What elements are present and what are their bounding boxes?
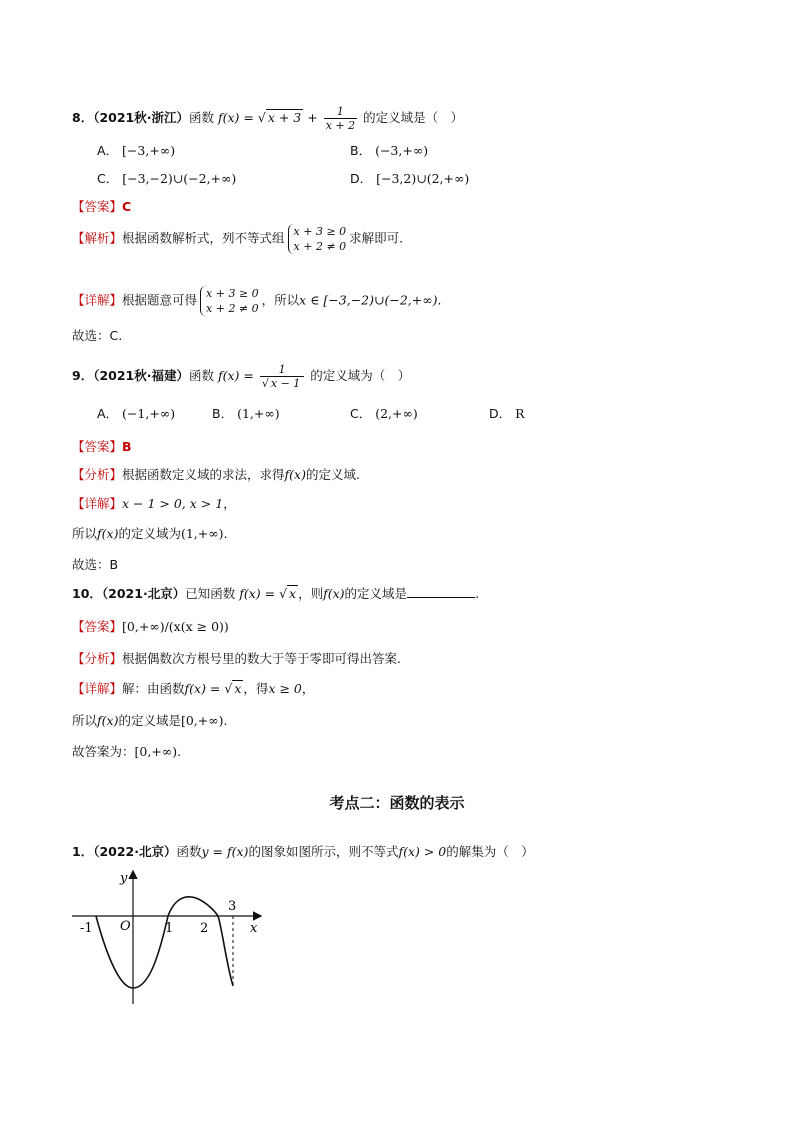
question-number: 1． (72, 844, 94, 859)
final-answer: 故选：C. (72, 328, 123, 343)
origin-label: O (120, 919, 131, 934)
question-number: 9． (72, 368, 94, 383)
analysis-line: 【分析】根据函数定义域的求法，求得f(x)的定义域. (72, 467, 360, 482)
answer-line: 【答案】C (72, 199, 132, 214)
option-c: C． (2,+∞) (350, 406, 418, 421)
question-source: （2021秋·福建） (93, 368, 189, 383)
detail-line: 【详解】解：由函数f(x) = √ x ，得x ≥ 0， (72, 681, 315, 696)
q1-stem: 1．（2022·北京）函数y = f(x)的图象如图所示，则不等式f(x) > 0的解集为（ ） (72, 844, 534, 859)
question-source: （2021·北京） (101, 586, 186, 601)
question-source: （2021秋·浙江） (93, 110, 189, 125)
conclusion-line: 所以f(x)的定义域是[0,+∞). (72, 713, 228, 728)
analysis-line: 【解析】根据函数解析式，列不等式组 x + 3 ≥ 0 x + 2 ≠ 0 求解即可. (72, 225, 404, 253)
question-source: （2022·北京） (93, 844, 177, 859)
q9-stem: 9．（2021秋·福建）函数 f(x) = $\frac{1}{√ x - 1}$ 的定义域为（ ） (72, 363, 411, 390)
inequality-system: x + 3 ≥ 0 x + 2 ≠ 0 (288, 224, 347, 254)
tick-label: 2 (200, 921, 209, 936)
option-a: A． (−1,+∞) (97, 406, 176, 421)
fraction: $\frac{1}{x + 2}$ (325, 105, 356, 132)
analysis-line: 【分析】根据偶数次方根号里的数大于等于零即可得出答案. (72, 651, 401, 666)
x-axis-label: x (250, 921, 258, 936)
tick-label: 3 (228, 899, 237, 914)
function-graph (70, 866, 270, 1006)
conclusion-line: 所以f(x)的定义域为(1,+∞). (72, 526, 228, 541)
answer-blank (407, 585, 475, 598)
final-answer: 故答案为：[0,+∞). (72, 744, 182, 759)
function-curve (96, 897, 233, 988)
option-c: C． [−3,−2)∪(−2,+∞) (97, 171, 237, 186)
detail-line: 【详解】根据题意可得 x + 3 ≥ 0 x + 2 ≠ 0 ，所以x ∈ [−3,−2)∪(−2,+∞). (72, 287, 442, 315)
answer-line: 【答案】[0,+∞)/(x(x ≥ 0)) (72, 619, 229, 634)
q8-stem: 8．（2021秋·浙江）函数 f(x) = √ x + 3 + $\frac{1}{x + 2}$ 的定义域是（ ） (72, 105, 464, 132)
q10-stem: 10．（2021·北京）已知函数 f(x) = √ x ，则f(x)的定义域是 . (72, 586, 480, 601)
question-number: 8． (72, 110, 94, 125)
tick-label: 1 (165, 921, 174, 936)
section-title: 考点二：函数的表示 (329, 794, 465, 812)
option-d: D． [−3,2)∪(2,+∞) (350, 171, 470, 186)
question-number: 10． (72, 586, 102, 601)
final-answer: 故选：B (72, 557, 119, 572)
y-axis-label: y (120, 871, 128, 886)
option-a: A． [−3,+∞) (97, 143, 176, 158)
tick-label: -1 (80, 921, 93, 936)
sqrt-sign: √ (257, 110, 266, 125)
option-b: B． (−3,+∞) (350, 143, 429, 158)
option-d: D． R (489, 406, 525, 421)
inequality-system: x + 3 ≥ 0 x + 2 ≠ 0 (200, 286, 259, 316)
fraction: $\frac{1}{√ x - 1}$ (260, 363, 304, 390)
detail-line: 【详解】x − 1 > 0, x > 1， (72, 496, 236, 511)
answer-line: 【答案】B (72, 439, 132, 454)
option-b: B． (1,+∞) (212, 406, 280, 421)
